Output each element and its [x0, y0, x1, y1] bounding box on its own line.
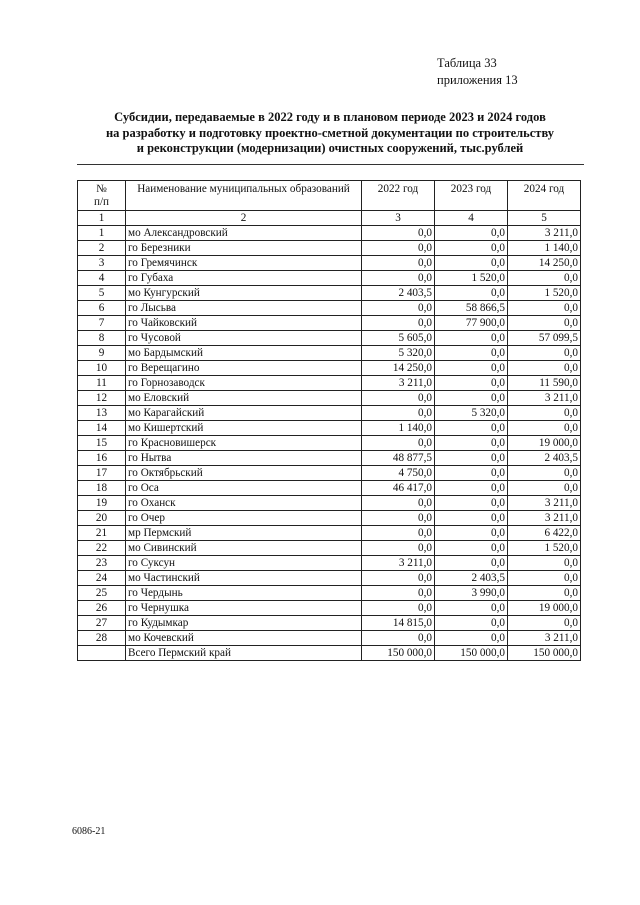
value-2024: 0,0 [508, 481, 581, 496]
value-2022: 4 750,0 [362, 466, 435, 481]
table-row [78, 391, 581, 406]
row-number: 10 [78, 361, 126, 376]
municipality-name: го Оханск [126, 496, 362, 511]
municipality-name: го Суксун [126, 556, 362, 571]
index-cell: 2 [126, 211, 362, 226]
municipality-name: мо Кочевский [126, 631, 362, 646]
value-2024: 11 590,0 [508, 376, 581, 391]
municipality-name: го Чердынь [126, 586, 362, 601]
row-number: 21 [78, 526, 126, 541]
value-2023: 0,0 [435, 511, 508, 526]
municipality-name: го Верещагино [126, 361, 362, 376]
municipality-name: мр Пермский [126, 526, 362, 541]
municipality-name: го Губаха [126, 271, 362, 286]
municipality-name: мо Кунгурский [126, 286, 362, 301]
municipality-name: го Гремячинск [126, 256, 362, 271]
row-number: 4 [78, 271, 126, 286]
table-row [78, 571, 581, 586]
table-row [78, 541, 581, 556]
table-row [78, 271, 581, 286]
value-2024: 0,0 [508, 301, 581, 316]
value-2023: 0,0 [435, 256, 508, 271]
municipality-name: го Красновишерск [126, 436, 362, 451]
row-number: 1 [78, 226, 126, 241]
value-2022: 0,0 [362, 541, 435, 556]
value-2022: 0,0 [362, 301, 435, 316]
table-row [78, 316, 581, 331]
row-number: 23 [78, 556, 126, 571]
table-row [78, 256, 581, 271]
index-cell: 1 [78, 211, 126, 226]
table-row [78, 496, 581, 511]
value-2023: 0,0 [435, 376, 508, 391]
value-2022: 0,0 [362, 526, 435, 541]
value-2022: 46 417,0 [362, 481, 435, 496]
value-2022: 3 211,0 [362, 376, 435, 391]
row-number: 14 [78, 421, 126, 436]
municipality-name: мо Александровский [126, 226, 362, 241]
value-2023: 0,0 [435, 526, 508, 541]
table-row [78, 301, 581, 316]
header-2023: 2023 год [435, 181, 508, 211]
table-row [78, 376, 581, 391]
value-2022: 0,0 [362, 586, 435, 601]
value-2023: 0,0 [435, 496, 508, 511]
municipality-name: мо Карагайский [126, 406, 362, 421]
value-2024: 1 520,0 [508, 286, 581, 301]
municipality-name: мо Еловский [126, 391, 362, 406]
municipality-name: мо Бардымский [126, 346, 362, 361]
table-row [78, 631, 581, 646]
value-2022: 0,0 [362, 391, 435, 406]
value-2024: 19 000,0 [508, 436, 581, 451]
value-2023: 0,0 [435, 541, 508, 556]
index-cell: 4 [435, 211, 508, 226]
value-2023: 0,0 [435, 601, 508, 616]
value-2024: 0,0 [508, 361, 581, 376]
value-2022: 0,0 [362, 601, 435, 616]
table-row [78, 286, 581, 301]
value-2022: 0,0 [362, 271, 435, 286]
table-number: Таблица 33 [437, 56, 497, 70]
document-reference [437, 55, 518, 89]
municipality-name: го Нытва [126, 451, 362, 466]
table-row [78, 556, 581, 571]
row-number: 16 [78, 451, 126, 466]
value-2023: 0,0 [435, 631, 508, 646]
table-row [78, 241, 581, 256]
row-number: 17 [78, 466, 126, 481]
title-line-1: Субсидии, передаваемые в 2022 году и в плановом периоде 2023 и 2024 годов [114, 110, 546, 124]
row-number: 15 [78, 436, 126, 451]
column-index-row [78, 211, 581, 226]
value-2023: 0,0 [435, 361, 508, 376]
municipality-name: го Кудымкар [126, 616, 362, 631]
value-2024: 0,0 [508, 586, 581, 601]
municipality-name: го Лысьва [126, 301, 362, 316]
value-2022: 3 211,0 [362, 556, 435, 571]
subsidy-table [77, 180, 581, 661]
value-2023: 5 320,0 [435, 406, 508, 421]
value-2023: 2 403,5 [435, 571, 508, 586]
value-2024: 1 140,0 [508, 241, 581, 256]
document-code: 6086-21 [72, 826, 106, 837]
document-title [80, 110, 580, 157]
header-num-line-1: № [96, 183, 107, 195]
value-2023: 0,0 [435, 466, 508, 481]
row-number: 6 [78, 301, 126, 316]
value-2022: 2 403,5 [362, 286, 435, 301]
row-number: 18 [78, 481, 126, 496]
value-2024: 0,0 [508, 556, 581, 571]
value-2024: 57 099,5 [508, 331, 581, 346]
value-2024: 0,0 [508, 346, 581, 361]
row-number: 5 [78, 286, 126, 301]
value-2023: 58 866,5 [435, 301, 508, 316]
row-number: 22 [78, 541, 126, 556]
value-2024: 3 211,0 [508, 226, 581, 241]
value-2024: 1 520,0 [508, 541, 581, 556]
value-2024: 19 000,0 [508, 601, 581, 616]
value-2022: 0,0 [362, 496, 435, 511]
value-2022: 5 605,0 [362, 331, 435, 346]
value-2024: 0,0 [508, 316, 581, 331]
table-row [78, 361, 581, 376]
municipality-name: мо Сивинский [126, 541, 362, 556]
value-2024: 3 211,0 [508, 631, 581, 646]
table-row [78, 346, 581, 361]
table-row [78, 436, 581, 451]
header-num-line-2: п/п [93, 196, 110, 208]
value-2024: 3 211,0 [508, 511, 581, 526]
value-2024: 0,0 [508, 406, 581, 421]
value-2023: 0,0 [435, 346, 508, 361]
total-row [78, 646, 581, 661]
value-2023: 0,0 [435, 616, 508, 631]
row-number: 8 [78, 331, 126, 346]
municipality-name: го Березники [126, 241, 362, 256]
value-2022: 0,0 [362, 226, 435, 241]
value-2022: 0,0 [362, 406, 435, 421]
value-2024: 0,0 [508, 616, 581, 631]
row-number: 28 [78, 631, 126, 646]
table-row [78, 421, 581, 436]
municipality-name: мо Частинский [126, 571, 362, 586]
value-2023: 0,0 [435, 391, 508, 406]
value-2023: 0,0 [435, 481, 508, 496]
value-2024: 14 250,0 [508, 256, 581, 271]
header-2024: 2024 год [508, 181, 581, 211]
table-row [78, 511, 581, 526]
value-2024: 3 211,0 [508, 391, 581, 406]
table-row [78, 226, 581, 241]
municipality-name: го Оса [126, 481, 362, 496]
row-number: 20 [78, 511, 126, 526]
total-value-2024: 150 000,0 [508, 646, 581, 661]
value-2022: 5 320,0 [362, 346, 435, 361]
municipality-name: го Чайковский [126, 316, 362, 331]
value-2022: 0,0 [362, 436, 435, 451]
title-line-3: и реконструкции (модернизации) очистных сооружений, тыс.рублей [136, 141, 524, 155]
header-name: Наименование муниципальных образований [126, 181, 362, 211]
row-number: 7 [78, 316, 126, 331]
value-2022: 0,0 [362, 511, 435, 526]
value-2022: 0,0 [362, 241, 435, 256]
index-cell: 3 [362, 211, 435, 226]
municipality-name: го Очер [126, 511, 362, 526]
total-value-2022: 150 000,0 [362, 646, 435, 661]
row-number: 27 [78, 616, 126, 631]
value-2022: 14 250,0 [362, 361, 435, 376]
table-header-row [78, 181, 581, 211]
value-2022: 48 877,5 [362, 451, 435, 466]
value-2023: 0,0 [435, 451, 508, 466]
total-municipality-name: Всего Пермский край [126, 646, 362, 661]
header-2022: 2022 год [362, 181, 435, 211]
value-2024: 0,0 [508, 571, 581, 586]
row-number: 9 [78, 346, 126, 361]
table-row [78, 451, 581, 466]
row-number: 12 [78, 391, 126, 406]
value-2023: 77 900,0 [435, 316, 508, 331]
value-2022: 14 815,0 [362, 616, 435, 631]
row-number: 11 [78, 376, 126, 391]
index-cell: 5 [508, 211, 581, 226]
value-2022: 0,0 [362, 316, 435, 331]
row-number: 3 [78, 256, 126, 271]
value-2023: 0,0 [435, 331, 508, 346]
value-2022: 1 140,0 [362, 421, 435, 436]
municipality-name: мо Кишертский [126, 421, 362, 436]
municipality-name: го Чусовой [126, 331, 362, 346]
value-2023: 0,0 [435, 226, 508, 241]
table-row [78, 586, 581, 601]
value-2023: 0,0 [435, 241, 508, 256]
value-2023: 0,0 [435, 286, 508, 301]
row-number: 2 [78, 241, 126, 256]
table-row [78, 406, 581, 421]
table-row [78, 616, 581, 631]
municipality-name: го Чернушка [126, 601, 362, 616]
value-2024: 2 403,5 [508, 451, 581, 466]
table-row [78, 481, 581, 496]
row-number: 26 [78, 601, 126, 616]
row-number: 24 [78, 571, 126, 586]
value-2023: 0,0 [435, 556, 508, 571]
title-line-2: на разработку и подготовку проектно-сметной документации по строительству [105, 125, 555, 140]
table-row [78, 466, 581, 481]
title-divider [77, 164, 584, 165]
municipality-name: го Октябрьский [126, 466, 362, 481]
row-number: 13 [78, 406, 126, 421]
value-2023: 1 520,0 [435, 271, 508, 286]
row-number: 25 [78, 586, 126, 601]
municipality-name: го Горнозаводск [126, 376, 362, 391]
total-row-number [78, 646, 126, 661]
value-2024: 0,0 [508, 466, 581, 481]
table-row [78, 526, 581, 541]
value-2024: 0,0 [508, 271, 581, 286]
table-row [78, 601, 581, 616]
value-2024: 6 422,0 [508, 526, 581, 541]
table-row [78, 331, 581, 346]
value-2023: 0,0 [435, 436, 508, 451]
value-2023: 0,0 [435, 421, 508, 436]
value-2022: 0,0 [362, 256, 435, 271]
total-value-2023: 150 000,0 [435, 646, 508, 661]
value-2022: 0,0 [362, 631, 435, 646]
header-num [78, 181, 126, 211]
value-2024: 0,0 [508, 421, 581, 436]
row-number: 19 [78, 496, 126, 511]
value-2024: 3 211,0 [508, 496, 581, 511]
value-2023: 3 990,0 [435, 586, 508, 601]
appendix-number: приложения 13 [437, 73, 518, 87]
value-2022: 0,0 [362, 571, 435, 586]
